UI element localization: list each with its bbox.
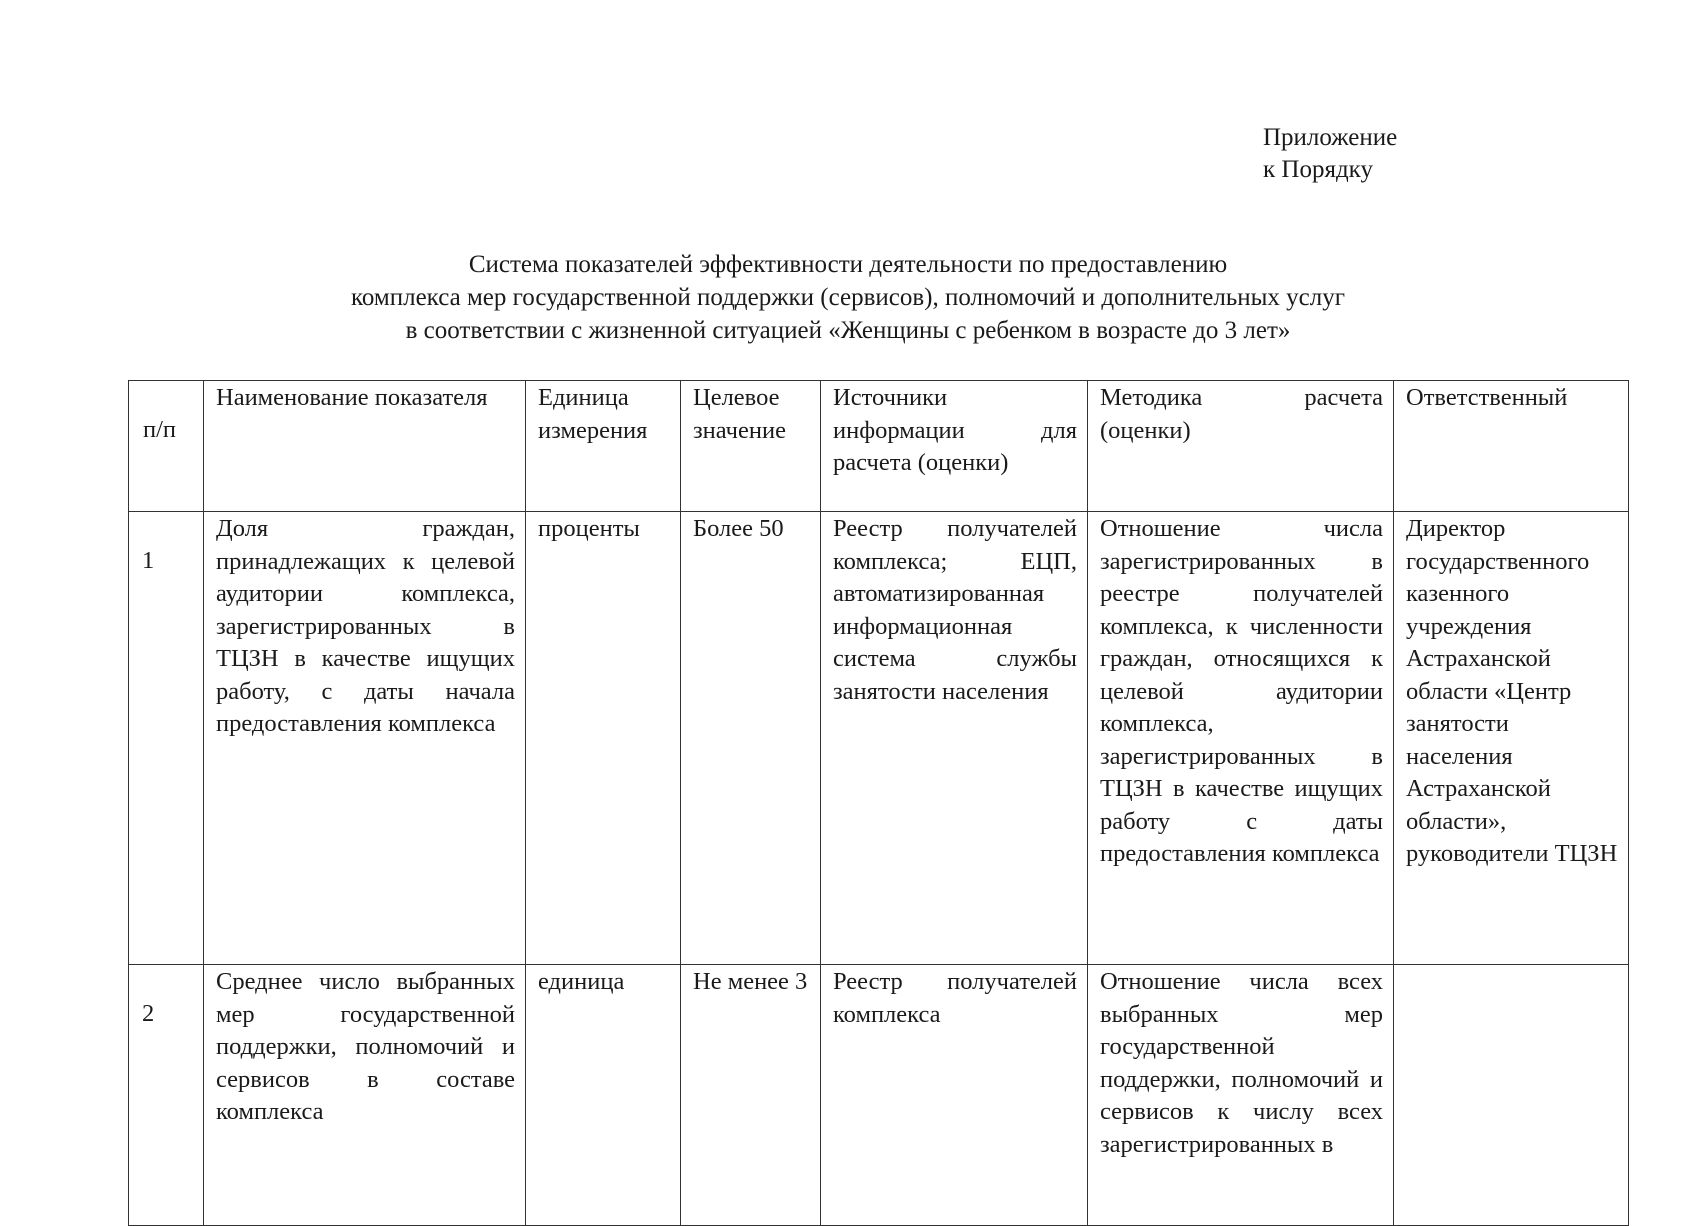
header-responsible: Ответственный [1394,381,1629,512]
row-responsible: Директор государственного казенного учреждения Астраханской области «Центр занятости населения Астраханской области», руководители ТЦЗН [1394,512,1629,965]
title-line-1: Система показателей эффективности деятельности по предоставлению [468,251,1228,278]
row-name: Среднее число выбранных мер государственной поддержки, полномочий и сервисов в составе комплекса [204,965,526,1226]
header-method: Методика расчета (оценки) [1088,381,1394,512]
header-unit: Единица измерения [526,381,681,512]
row-num: 1 [129,512,204,965]
table-header-row [129,381,1629,512]
document-title [0,248,1696,347]
table-row [129,512,1629,965]
header-sources: Источники информации для расчета (оценки) [821,381,1088,512]
appendix-line-1: Приложение [1263,124,1398,151]
row-num: 2 [129,965,204,1226]
row-sources: Реестр получателей комплекса [821,965,1088,1226]
appendix-line-2: к Порядку [1263,156,1373,183]
row-method: Отношение числа всех выбранных мер государственной поддержки, полномочий и сервисов к числу всех зарегистрированных в [1088,965,1394,1226]
header-num: п/п [129,381,204,512]
row-sources: Реестр получателей комплекса; ЕЦП, автоматизированная информационная система службы занятости населения [821,512,1088,965]
header-target: Целевое значение [681,381,821,512]
row-target: Более 50 [681,512,821,965]
title-line-3: в соответствии с жизненной ситуацией «Женщины с ребенком в возрасте до 3 лет» [405,317,1291,344]
table-row [129,965,1629,1226]
indicators-table [128,380,1629,1226]
row-unit: проценты [526,512,681,965]
row-unit: единица [526,965,681,1226]
row-responsible [1394,965,1629,1226]
appendix-note [1263,122,1397,186]
header-name: Наименование показателя [204,381,526,512]
row-name: Доля граждан, принадлежащих к целевой аудитории комплекса, зарегистрированных в ТЦЗН в качестве ищущих работу, с даты начала предоставления комплекса [204,512,526,965]
row-target: Не менее 3 [681,965,821,1226]
row-method: Отношение числа зарегистрированных в реестре получателей комплекса, к численности граждан, относящихся к целевой аудитории комплекса, зарегистрированных в ТЦЗН в качестве ищущих работу с даты предоставления комплекса [1088,512,1394,965]
title-line-2: комплекса мер государственной поддержки (сервисов), полномочий и дополнительных услуг [351,284,1345,311]
